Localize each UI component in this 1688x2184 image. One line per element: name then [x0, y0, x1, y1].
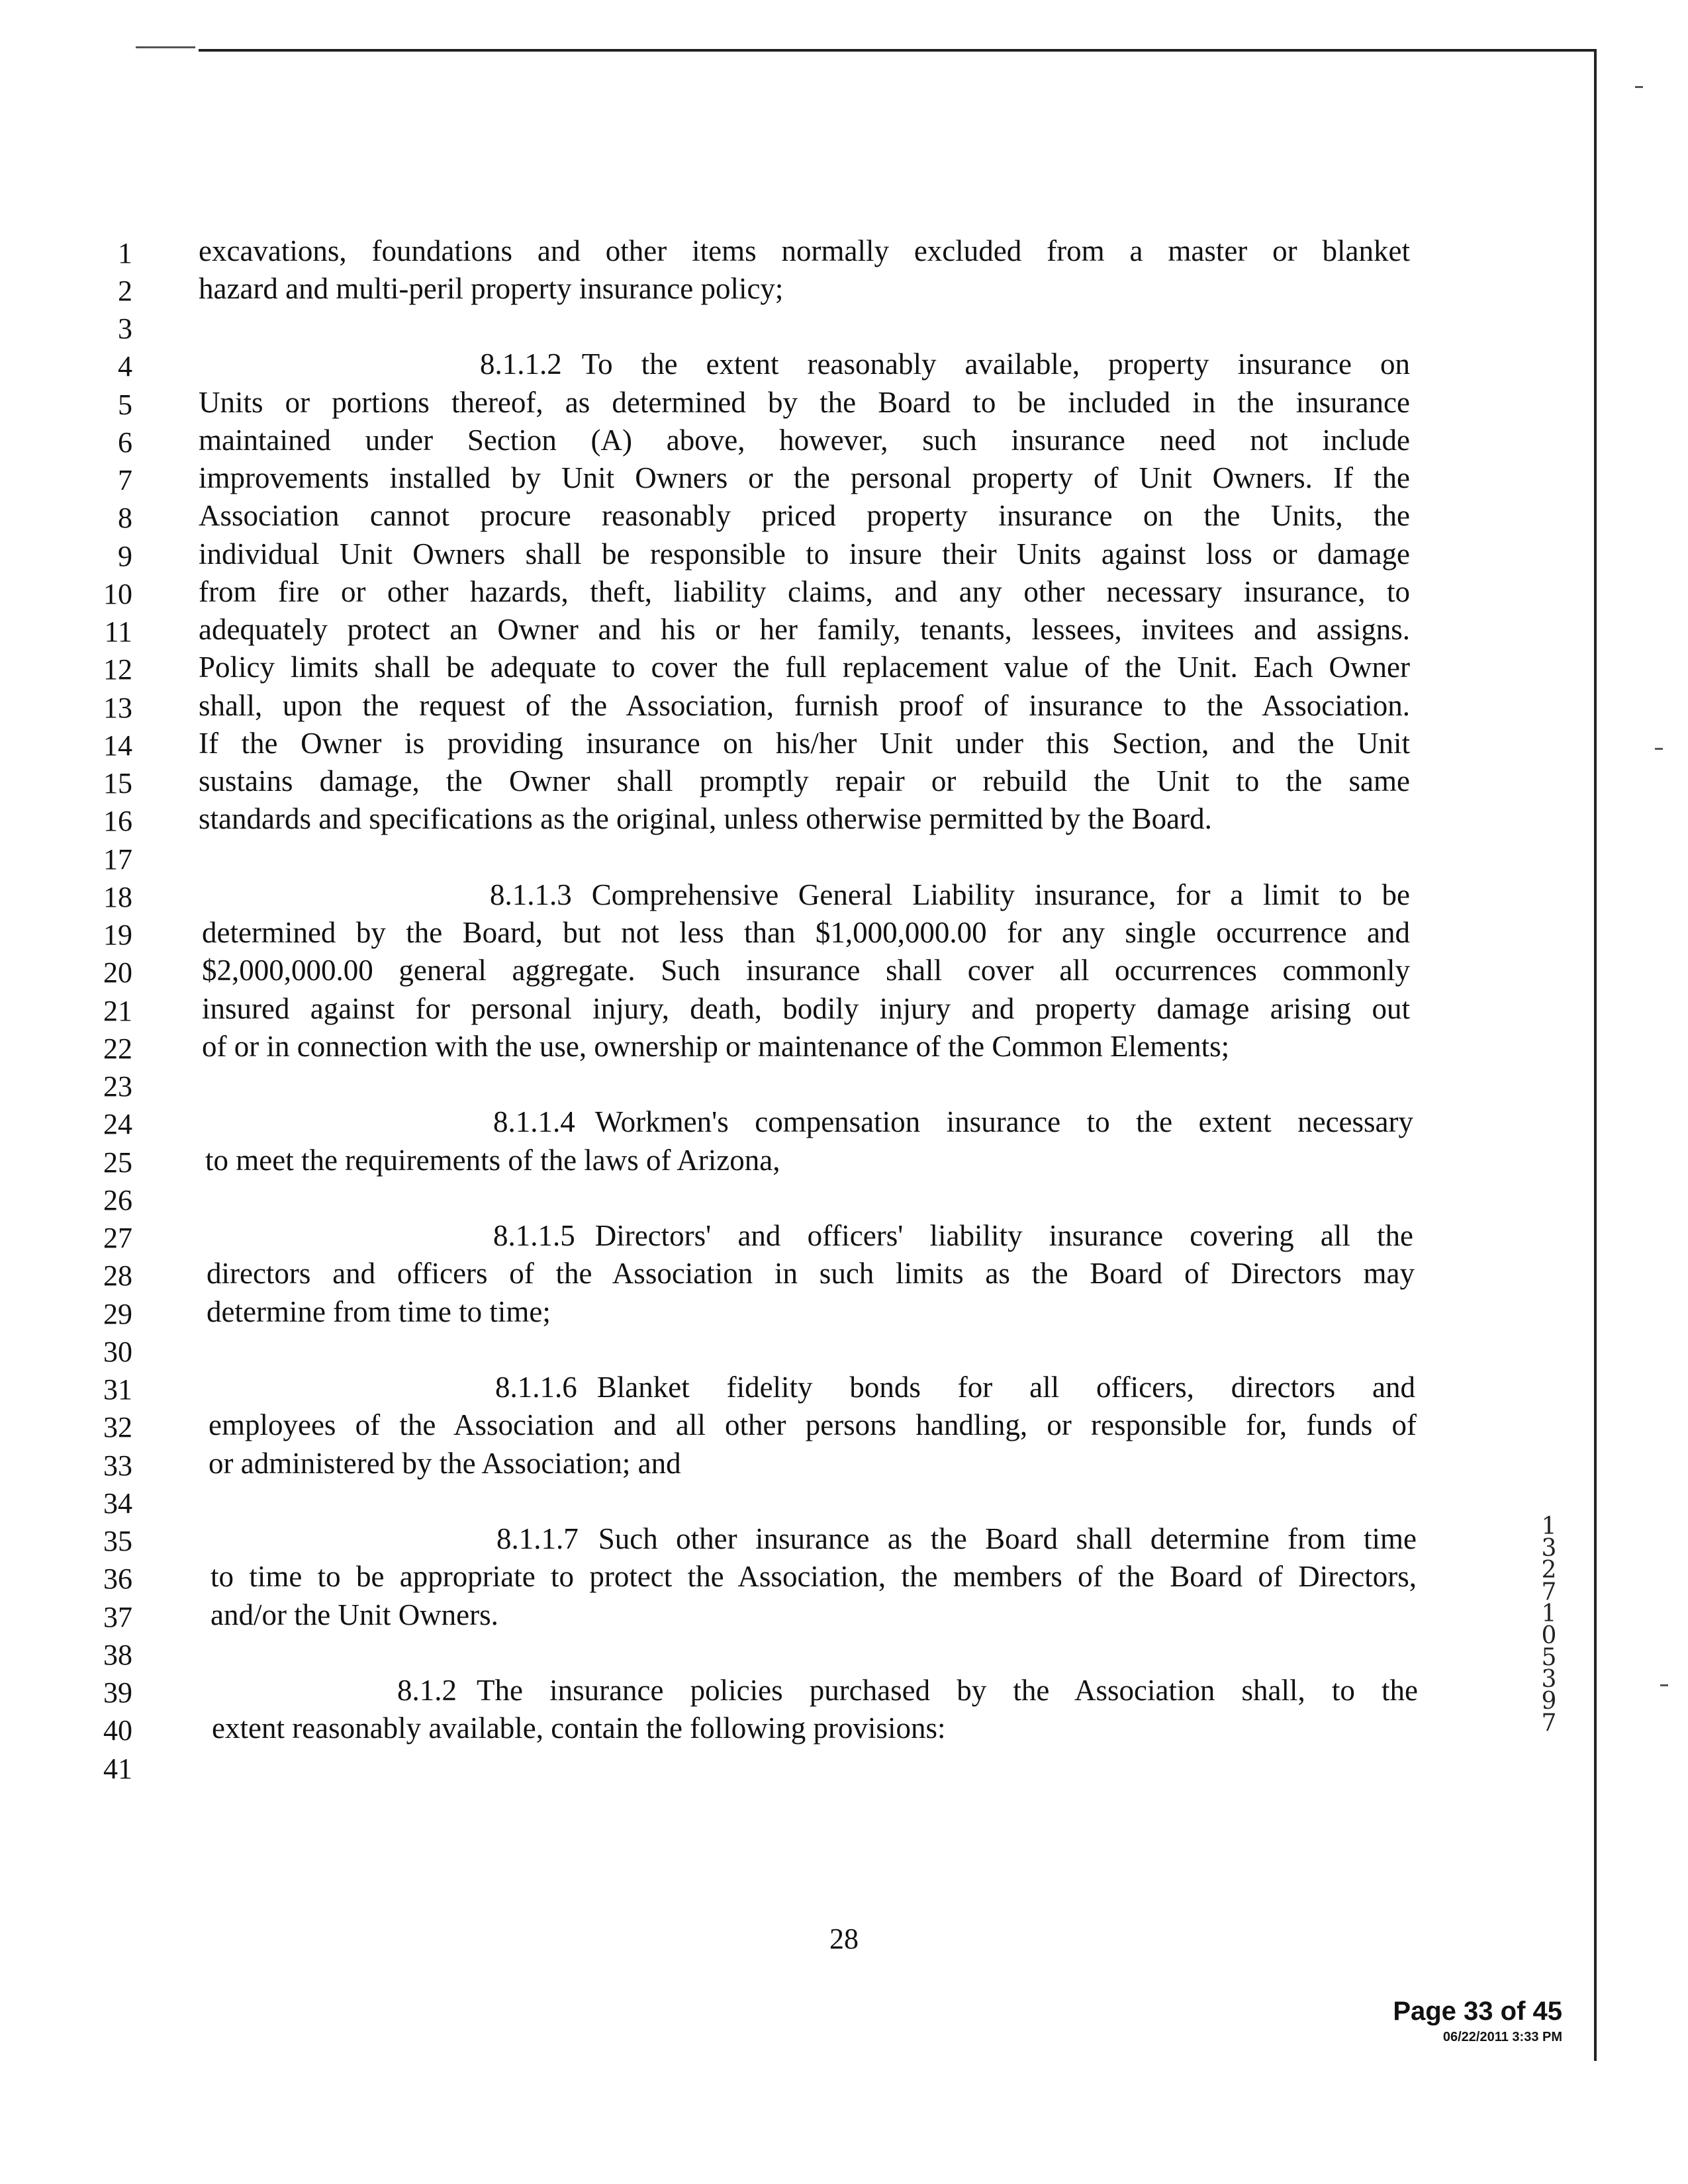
line-number: 39 — [103, 1676, 132, 1709]
line-number: 27 — [103, 1222, 132, 1254]
text-line: 8.1.1.7 Such other insurance as the Board shall determine from time — [496, 1522, 1417, 1555]
text-line: insured against for personal injury, death, bodily injury and property damage arising out — [202, 992, 1410, 1025]
line-number: 12 — [103, 653, 132, 686]
line-number: 18 — [103, 881, 132, 913]
line-number: 41 — [103, 1752, 132, 1785]
text-line: 8.1.1.4 Workmen's compensation insurance to the extent necessary — [493, 1105, 1413, 1138]
line-number: 30 — [103, 1336, 132, 1368]
text-line: 8.1.1.6 Blanket fidelity bonds for all officers, directors and — [495, 1371, 1415, 1404]
section-number: 8.1.1.5 — [493, 1219, 575, 1252]
text-line: shall, upon the request of the Association, furnish proof of insurance to the Association. — [199, 689, 1410, 722]
line-number: 40 — [103, 1714, 132, 1747]
line-number: 1 — [118, 237, 132, 269]
page-number: 28 — [829, 1923, 859, 1955]
text-line: extent reasonably available, contain the following provisions: — [212, 1711, 946, 1745]
page-border-top — [199, 49, 1597, 52]
line-number: 36 — [103, 1563, 132, 1595]
line-number: 38 — [103, 1639, 132, 1671]
text-line: to meet the requirements of the laws of Arizona, — [205, 1144, 780, 1177]
scan-mark — [1660, 1684, 1668, 1686]
text-line: improvements installed by Unit Owners or the personal property of Unit Owners. If the — [199, 461, 1410, 494]
line-number: 34 — [103, 1487, 132, 1520]
line-number: 17 — [103, 843, 132, 876]
recording-document-number: 13271 05397 — [1541, 1513, 1557, 1737]
text-line: of or in connection with the use, ownership or maintenance of the Common Elements; — [202, 1030, 1230, 1063]
line-number: 23 — [103, 1070, 132, 1103]
section-number: 8.1.1.7 — [496, 1522, 579, 1555]
line-number: 25 — [103, 1146, 132, 1179]
line-number: 21 — [103, 995, 132, 1027]
text-line: employees of the Association and all other persons handling, or responsible for, funds of — [209, 1408, 1417, 1441]
line-number: 28 — [103, 1259, 132, 1292]
scan-mark — [1655, 748, 1663, 750]
section-number: 8.1.1.6 — [495, 1371, 577, 1404]
line-number: 35 — [103, 1525, 132, 1557]
text-line: adequately protect an Owner and his or her family, tenants, lessees, invitees and assigns. — [199, 613, 1410, 646]
text-line: excavations, foundations and other items normally excluded from a master or blanket — [199, 234, 1410, 267]
recording-date-stamp: 06/22/2011 3:33 PM — [1442, 2030, 1562, 2044]
section-number: 8.1.1.4 — [493, 1105, 575, 1138]
line-number: 14 — [103, 729, 132, 762]
scan-mark — [136, 46, 195, 48]
line-number: 5 — [118, 388, 132, 421]
line-number: 37 — [103, 1601, 132, 1633]
text-line: and/or the Unit Owners. — [211, 1598, 498, 1631]
line-number: 7 — [118, 464, 132, 496]
line-number: 16 — [103, 805, 132, 837]
text-line: directors and officers of the Association in such limits as the Board of Directors may — [207, 1257, 1415, 1290]
text-line: hazard and multi-peril property insurance policy; — [199, 272, 784, 305]
line-number: 8 — [118, 502, 132, 534]
line-number: 20 — [103, 956, 132, 989]
text-line: Policy limits shall be adequate to cover the full replacement value of the Unit. Each Owner — [199, 651, 1410, 684]
text-line: 8.1.1.3 Comprehensive General Liability insurance, for a limit to be — [490, 878, 1410, 911]
line-number: 29 — [103, 1298, 132, 1330]
line-number: 22 — [103, 1032, 132, 1065]
section-number: 8.1.1.3 — [490, 878, 572, 911]
text-line: from fire or other hazards, theft, liability claims, and any other necessary insurance, to — [199, 575, 1410, 608]
text-line: standards and specifications as the original, unless otherwise permitted by the Board. — [199, 802, 1212, 835]
line-number: 19 — [103, 919, 132, 951]
line-number: 31 — [103, 1373, 132, 1406]
scan-mark — [1635, 86, 1643, 88]
line-number: 4 — [118, 350, 132, 383]
text-line: or administered by the Association; and — [209, 1447, 681, 1480]
line-number: 24 — [103, 1108, 132, 1140]
line-number: 32 — [103, 1411, 132, 1443]
text-line: sustains damage, the Owner shall promptly repair or rebuild the Unit to the same — [199, 764, 1410, 797]
line-number: 9 — [118, 540, 132, 572]
line-number: 11 — [104, 615, 132, 648]
text-line: 8.1.2 The insurance policies purchased by the Association shall, to the — [397, 1674, 1418, 1707]
line-number: 33 — [103, 1449, 132, 1482]
line-number: 2 — [118, 275, 132, 307]
line-number: 3 — [118, 312, 132, 345]
line-number: 6 — [118, 426, 132, 459]
line-number: 13 — [103, 692, 132, 724]
section-number: 8.1.2 — [397, 1674, 457, 1707]
line-number: 26 — [103, 1184, 132, 1216]
text-line: Units or portions thereof, as determined by the Board to be included in the insurance — [199, 386, 1410, 419]
text-line: $2,000,000.00 general aggregate. Such insurance shall cover all occurrences commonly — [202, 954, 1410, 987]
text-line: determine from time to time; — [207, 1295, 551, 1328]
recording-page-stamp: Page 33 of 45 — [1393, 1997, 1562, 2026]
text-line: Association cannot procure reasonably priced property insurance on the Units, the — [199, 499, 1410, 532]
text-line: 8.1.1.2 To the extent reasonably available, property insurance on — [480, 347, 1410, 381]
line-number: 10 — [103, 578, 132, 610]
text-line: 8.1.1.5 Directors' and officers' liability insurance covering all the — [493, 1219, 1413, 1252]
text-line: individual Unit Owners shall be responsible to insure their Units against loss or damage — [199, 537, 1410, 570]
line-number: 15 — [103, 767, 132, 799]
page-border-right — [1594, 49, 1597, 2061]
text-line: If the Owner is providing insurance on his/her Unit under this Section, and the Unit — [199, 727, 1410, 760]
section-number: 8.1.1.2 — [480, 347, 562, 381]
text-line: determined by the Board, but not less than $1,000,000.00 for any single occurrence and — [202, 916, 1410, 949]
text-line: to time to be appropriate to protect the Association, the members of the Board of Directors, — [211, 1560, 1417, 1593]
text-line: maintained under Section (A) above, however, such insurance need not include — [199, 424, 1410, 457]
